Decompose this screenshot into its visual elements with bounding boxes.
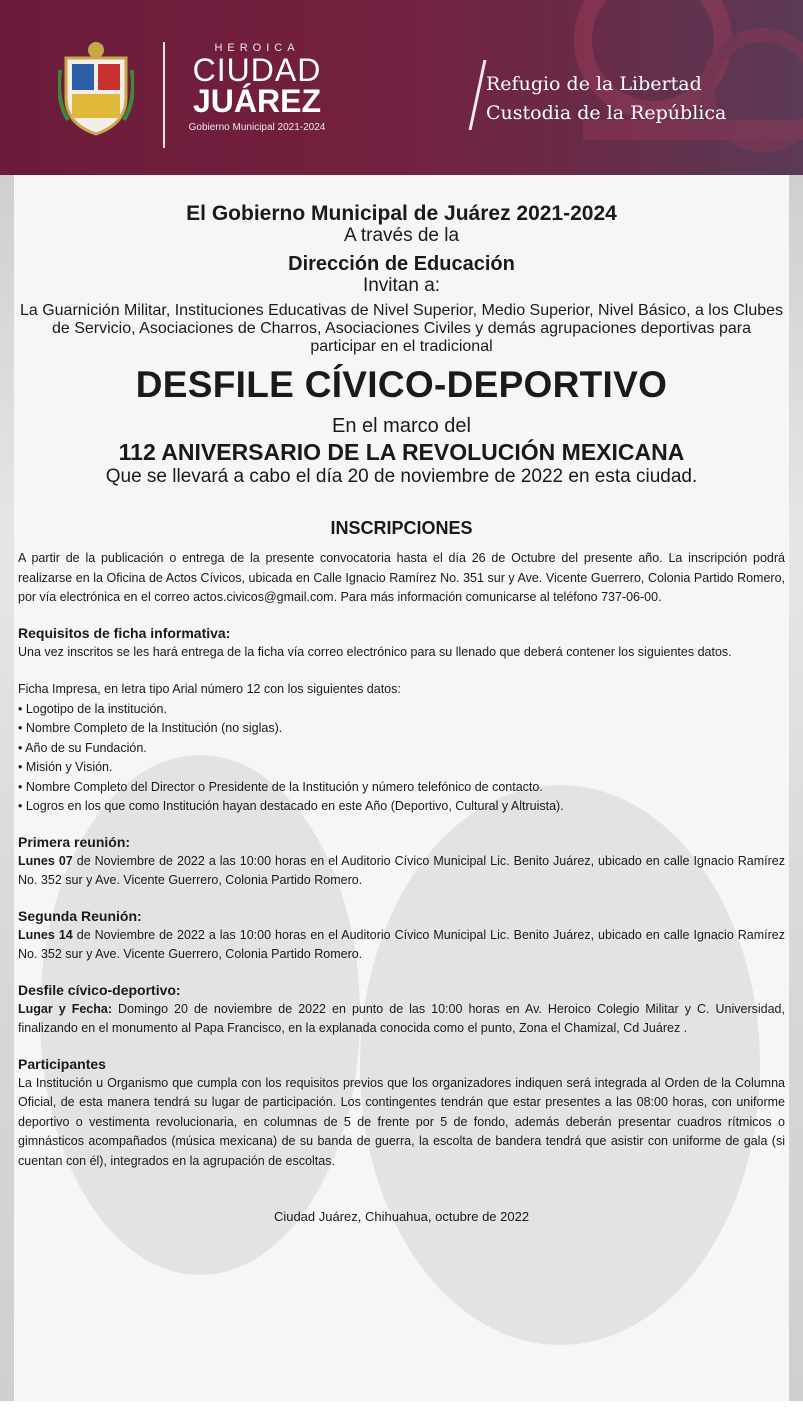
inscripciones-heading: INSCRIPCIONES xyxy=(330,518,473,538)
invitees-text: La Guarnición Militar, Instituciones Educativas de Nivel Superior, Medio Superior, Nivel Básico, a los Clubes de Servicio, Asociaciones de Charros, Asociaciones Civiles y demás agrupaciones deportivas para participar en el tradicional xyxy=(19,302,784,355)
footer-place-date: Ciudad Juárez, Chihuahua, octubre de 2022 xyxy=(273,1209,530,1224)
inscripciones-text: A partir de la publicación o entrega de la presente convocatoria hasta el día 26 de Octubre del presente año. La inscripción podrá realizarse en la Oficina de Actos Cívicos, ubicada en Calle Ignacio Ramírez No. 351 sur y Ave. Vicente Guerrero, Colonia Partido Romero, por vía electrónica en el correo actos.civicos@gmail.com. Para más información comunicarse al teléfono 737-06-00. xyxy=(18,551,785,604)
desfile-text xyxy=(18,1000,785,1039)
anniversary-title: 112 ANIVERSARIO DE LA REVOLUCIÓN MEXICANA xyxy=(118,439,685,465)
participantes-text: La Institución u Organismo que cumpla con los requisitos previos que los organizadores indiquen será integrada al Orden de la Columna Oficial, de esta manera tendrá su lugar de participación. Los contingentes tendrán que estar presentes a las 08:00 horas, con uniforme deportivo o vestimenta revolucionaria, en columnas de 5 de frente por 5 de fondo, además deberán presentar cuadros rítmicos o gimnásticos acompañados (música mexicana) de su banda de guerra, la escolta de bandera tendrá que asistir con uniforme de gala (si cuentan con él), integrados en la agrupación de escoltas. xyxy=(18,1075,785,1168)
event-date-text: Que se llevará a cabo el día 20 de noviembre de 2022 en esta ciudad. xyxy=(105,466,698,487)
requirements-list xyxy=(18,700,785,817)
invite-label: Invitan a: xyxy=(362,275,441,296)
desfile-details: Domingo 20 de noviembre de 2022 en punto de las 10:00 horas en Av. Heroico Colegio Militar y C. Universidad, finalizando en el monumento al Papa Francisco, en la explanada conocida como el punto, Zona el Chamizal, Cd Juárez . xyxy=(18,1001,785,1035)
announcement-content xyxy=(18,196,785,1224)
list-item: • Logros en los que como Institución hayan destacado en este Año (Deportivo, Cultural y Altruista). xyxy=(18,797,785,817)
department-name: Dirección de Educación xyxy=(288,253,515,275)
header-divider xyxy=(163,42,165,148)
brand-juarez: JUÁREZ xyxy=(192,83,321,119)
list-item: • Nombre Completo de la Institución (no siglas). xyxy=(18,719,785,739)
participantes-heading: Participantes xyxy=(18,1055,106,1072)
motto-line-1: Refugio de la Libertad xyxy=(486,73,702,95)
primera-reunion-text xyxy=(18,852,785,891)
government-title: El Gobierno Municipal de Juárez 2021-2024 xyxy=(186,202,617,225)
motto xyxy=(486,70,726,128)
primera-reunion-date: Lunes 07 xyxy=(18,853,73,868)
event-title: DESFILE CÍVICO-DEPORTIVO xyxy=(135,364,668,405)
list-item: • Año de su Fundación. xyxy=(18,739,785,759)
ficha-text: Ficha Impresa, en letra tipo Arial número 12 con los siguientes datos: xyxy=(18,682,401,696)
primera-reunion-heading: Primera reunión: xyxy=(18,833,131,850)
primera-reunion-details: de Noviembre de 2022 a las 10:00 horas en el Auditorio Cívico Municipal Lic. Benito Juárez, ubicado en calle Ignacio Ramírez No. 352 sur y Ave. Vicente Guerrero, Colonia Partido Romero. xyxy=(18,853,786,887)
segunda-reunion-text xyxy=(18,926,785,965)
left-frame xyxy=(0,175,14,1401)
motto-divider xyxy=(469,60,487,130)
through-text: A través de la xyxy=(343,225,460,246)
framework-text: En el marco del xyxy=(332,415,471,437)
motto-line-2: Custodia de la República xyxy=(486,102,727,124)
header-banner xyxy=(0,0,803,175)
segunda-reunion-details: de Noviembre de 2022 a las 10:00 horas en el Auditorio Cívico Municipal Lic. Benito Juárez, ubicado en calle Ignacio Ramírez No. 352 sur y Ave. Vicente Guerrero, Colonia Partido Romero. xyxy=(18,927,786,961)
brand-gobierno: Gobierno Municipal 2021-2024 xyxy=(188,122,326,133)
right-frame xyxy=(789,175,803,1401)
list-item: • Nombre Completo del Director o Presidente de la Institución y número telefónico de contacto. xyxy=(18,778,785,798)
requisitos-text: Una vez inscritos se les hará entrega de la ficha vía correo electrónico para su llenado que deberá contener los siguientes datos. xyxy=(18,644,732,659)
requisitos-heading: Requisitos de ficha informativa: xyxy=(18,624,231,641)
desfile-heading: Desfile cívico-deportivo: xyxy=(18,981,181,998)
city-crest-logo xyxy=(58,40,134,136)
brand-ciudad: CIUDAD xyxy=(192,52,322,88)
list-item: • Logotipo de la institución. xyxy=(18,700,785,720)
city-brand xyxy=(172,42,342,133)
desfile-lugar-label: Lugar y Fecha: xyxy=(18,1001,112,1016)
list-item: • Misión y Visión. xyxy=(18,758,785,778)
segunda-reunion-heading: Segunda Reunión: xyxy=(18,907,142,924)
brand-heroica: HEROICA xyxy=(214,42,300,54)
segunda-reunion-date: Lunes 14 xyxy=(18,927,73,942)
